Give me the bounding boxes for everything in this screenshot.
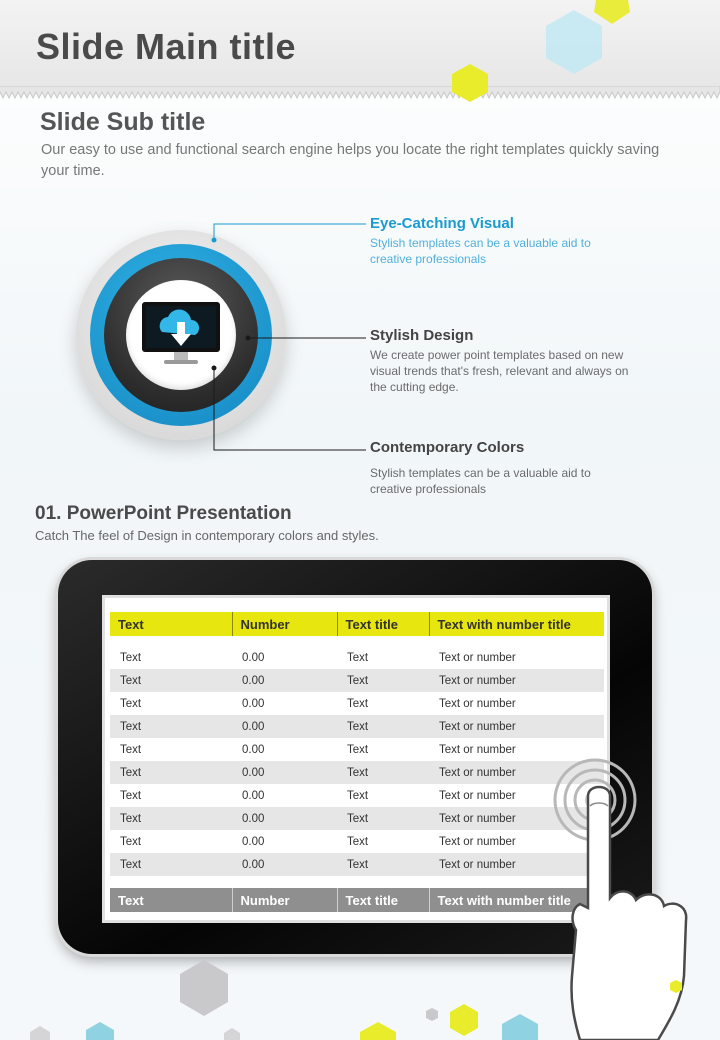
table-header-row: [110, 612, 604, 636]
table-cell: Text or number: [429, 853, 604, 876]
table-cell: Text: [110, 853, 232, 876]
table-cell: Text: [337, 853, 429, 876]
table-row: [110, 853, 604, 876]
table-cell: Text: [110, 784, 232, 807]
table-cell: 0.00: [232, 646, 337, 669]
table-cell: Text: [110, 646, 232, 669]
sub-title: Slide Sub title: [40, 108, 206, 136]
table-footer-cell: Text: [110, 888, 232, 912]
table-cell: Text: [337, 784, 429, 807]
table-cell: 0.00: [232, 692, 337, 715]
section-title: 01. PowerPoint Presentation: [35, 503, 292, 524]
feature-stylish-design: [370, 327, 630, 395]
table-cell: Text or number: [429, 761, 604, 784]
table-cell: 0.00: [232, 715, 337, 738]
table-cell: Text: [110, 669, 232, 692]
table-cell: 0.00: [232, 738, 337, 761]
table-cell: Text: [337, 738, 429, 761]
table-cell: Text or number: [429, 807, 604, 830]
table-cell: 0.00: [232, 761, 337, 784]
table-row: [110, 646, 604, 669]
table-row: [110, 692, 604, 715]
table-cell: Text: [110, 761, 232, 784]
table-cell: Text or number: [429, 738, 604, 761]
table-row: [110, 784, 604, 807]
section-description: Catch The feel of Design in contemporary colors and styles.: [35, 528, 379, 543]
table-row: [110, 761, 604, 784]
page-title: Slide Main title: [36, 26, 297, 67]
table-cell: Text: [110, 715, 232, 738]
feature-contemporary-colors: [370, 439, 630, 497]
table-cell: Text: [110, 807, 232, 830]
table-cell: Text: [337, 692, 429, 715]
table-cell: Text: [337, 761, 429, 784]
feature-title: Contemporary Colors: [370, 439, 525, 456]
table-cell: 0.00: [232, 830, 337, 853]
table-header-cell: Text title: [337, 612, 429, 636]
table-cell: Text: [337, 646, 429, 669]
feature-description: We create power point templates based on new visual trends that's fresh, relevant and always on the cutting edge.: [370, 348, 629, 394]
table-row: [110, 715, 604, 738]
table-footer-cell: Text title: [337, 888, 429, 912]
table-footer-cell: Text with number title: [429, 888, 604, 912]
table-cell: Text: [337, 807, 429, 830]
table-footer-row: [110, 888, 604, 912]
table-cell: 0.00: [232, 807, 337, 830]
sub-description: Our easy to use and functional search engine helps you locate the right templates quickly saving your time.: [41, 142, 660, 179]
feature-description: Stylish templates can be a valuable aid to creative professionals: [370, 236, 591, 266]
table-cell: Text: [110, 692, 232, 715]
table-cell: Text: [337, 830, 429, 853]
table-cell: 0.00: [232, 853, 337, 876]
table-cell: Text or number: [429, 669, 604, 692]
table-row: [110, 830, 604, 853]
feature-eye-catching: [370, 215, 630, 267]
table-cell: Text: [337, 715, 429, 738]
table-header-cell: Text: [110, 612, 232, 636]
hexagon-decoration-bottom: [0, 950, 720, 1040]
table-cell: Text or number: [429, 784, 604, 807]
table-row: [110, 669, 604, 692]
table-header-cell: Number: [232, 612, 337, 636]
table-cell: 0.00: [232, 669, 337, 692]
feature-title: Eye-Catching Visual: [370, 215, 514, 232]
table-cell: Text: [110, 830, 232, 853]
data-table: [110, 612, 604, 912]
table-row: [110, 807, 604, 830]
table-cell: Text: [110, 738, 232, 761]
table-cell: Text or number: [429, 692, 604, 715]
table-row: [110, 738, 604, 761]
table-cell: Text or number: [429, 715, 604, 738]
feature-description: Stylish templates can be a valuable aid to creative professionals: [370, 466, 591, 496]
table-cell: Text: [337, 669, 429, 692]
table-header-cell: Text with number title: [429, 612, 604, 636]
table-cell: Text or number: [429, 646, 604, 669]
feature-title: Stylish Design: [370, 327, 474, 344]
table-cell: 0.00: [232, 784, 337, 807]
table-footer-cell: Number: [232, 888, 337, 912]
table-cell: Text or number: [429, 830, 604, 853]
